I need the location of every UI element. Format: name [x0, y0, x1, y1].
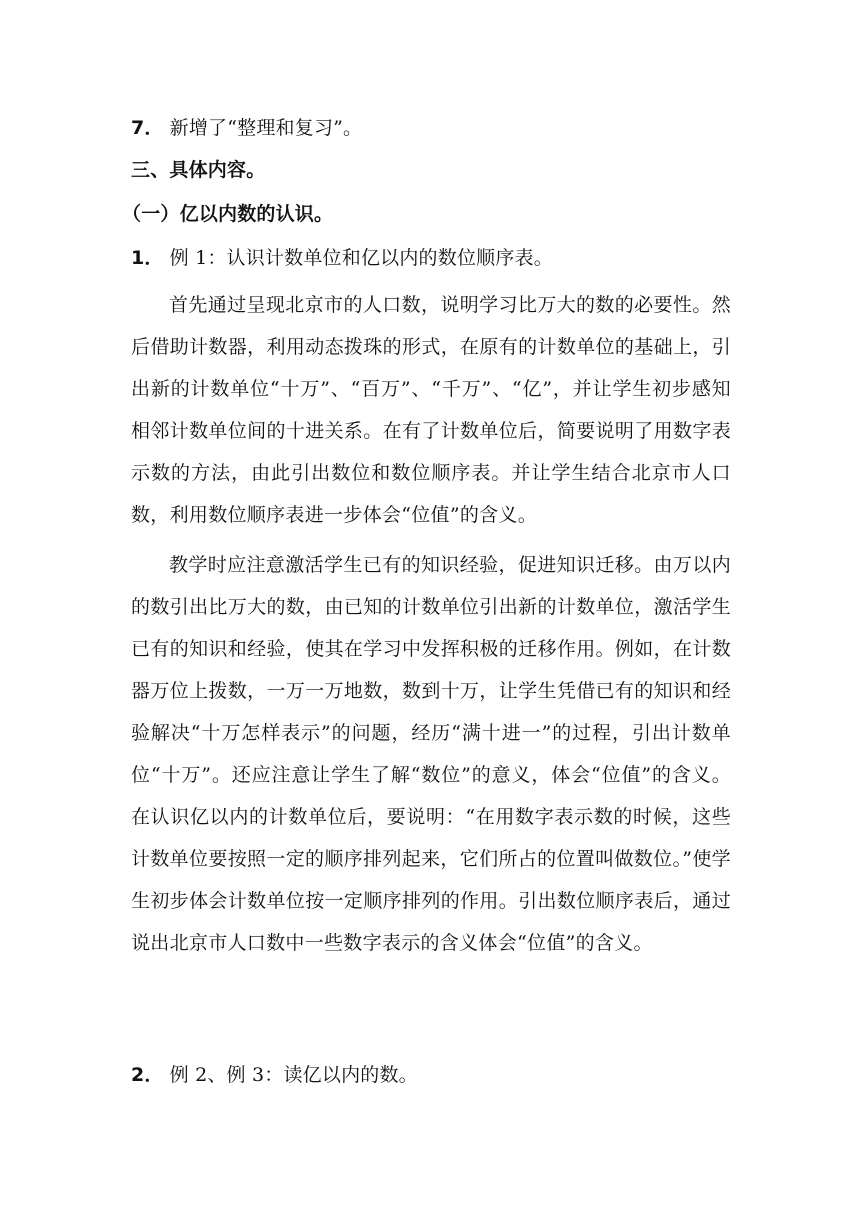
list-item-7 [131, 116, 741, 140]
list-item-number: 7． [131, 117, 164, 139]
body-paragraph-2: 教学时应注意激活学生已有的知识经验，促进知识迁移。由万以内的数引出比万大的数，由已知的计数单位引出新的计数单位，激活学生已有的知识和经验，使其在学习中发挥积极的迁移作用。例如，在计数器万位上拨数，一万一万地数，数到十万，让学生凭借已有的知识和经验解决“十万怎样表示”的问题，经历“满十进一”的过程，引出计数单位“十万”。还应注意让学生了解“数位”的意义，体会“位值”的含义。在认识亿以内的计数单位后，要说明：“在用数字表示数的时候，这些计数单位要按照一定的顺序排列起来，它们所占的位置叫做数位。”使学生初步体会计数单位按一定顺序排列的作用。引出数位顺序表后，通过说出北京市人口数中一些数字表示的含义体会“位值”的含义。 [131, 554, 731, 954]
list-item-text: 新增了“整理和复习”。 [169, 117, 363, 139]
section-heading: 三、具体内容。 [131, 159, 266, 181]
list-item-2 [131, 1063, 741, 1087]
list-item-number: 2． [131, 1064, 164, 1086]
list-item-text: 例 2、例 3：读亿以内的数。 [169, 1064, 418, 1086]
list-item-number: 1． [131, 247, 164, 269]
list-item-1 [131, 246, 741, 270]
subsection-heading: （一）亿以内数的认识。 [122, 203, 334, 225]
list-item-text: 例 1：认识计数单位和亿以内的数位顺序表。 [169, 247, 553, 269]
body-paragraph-1: 首先通过呈现北京市的人口数，说明学习比万大的数的必要性。然后借助计数器，利用动态拨珠的形式，在原有的计数单位的基础上，引出新的计数单位“十万”、“百万”、“千万”、“亿”，并让学生初步感知相邻计数单位间的十进关系。在有了计数单位后，简要说明了用数字表示数的方法，由此引出数位和数位顺序表。并让学生结合北京市人口数，利用数位顺序表进一步体会“位值”的含义。 [131, 294, 731, 526]
